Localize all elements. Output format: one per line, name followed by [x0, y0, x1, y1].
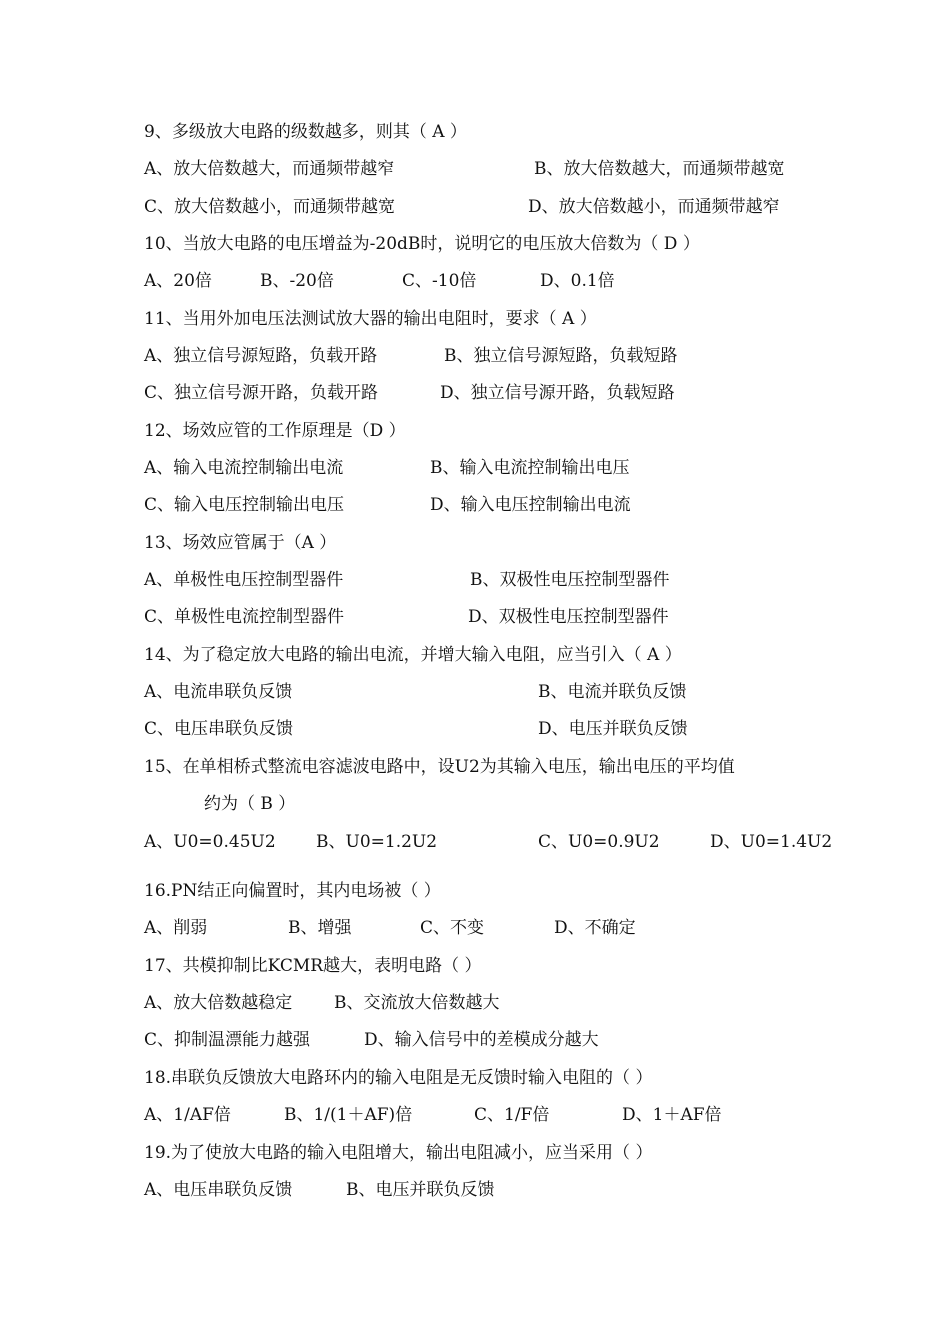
question-12: 12、场效应管的工作原理是（D ）	[144, 421, 406, 441]
q10-option-d: D、0.1倍	[540, 271, 615, 291]
q15-option-a: A、U0=0.45U2	[144, 832, 276, 852]
q13-option-b: B、双极性电压控制型器件	[470, 570, 670, 590]
question-9: 9、多级放大电路的级数越多，则其（ A ）	[144, 122, 467, 142]
q14-option-c: C、电压串联负反馈	[144, 719, 294, 739]
q14-option-d: D、电压并联负反馈	[538, 719, 688, 739]
q12-option-a: A、输入电流控制输出电流	[144, 458, 344, 478]
q18-option-c: C、1/F倍	[474, 1105, 550, 1125]
q13-option-c: C、单极性电流控制型器件	[144, 607, 345, 627]
question-16: 16.PN结正向偏置时，其内电场被（ ）	[144, 881, 441, 901]
question-18: 18.串联负反馈放大电路环内的输入电阻是无反馈时输入电阻的（ ）	[144, 1068, 653, 1088]
q16-option-a: A、削弱	[144, 918, 208, 938]
q14-option-a: A、电流串联负反馈	[144, 682, 293, 702]
q12-option-d: D、输入电压控制输出电流	[430, 495, 631, 515]
q10-option-b: B、-20倍	[260, 271, 334, 291]
q9-option-d: D、放大倍数越小，而通频带越窄	[528, 197, 780, 217]
question-13: 13、场效应管属于（A ）	[144, 533, 337, 553]
q19-option-a: A、电压串联负反馈	[144, 1180, 293, 1200]
q12-option-b: B、输入电流控制输出电压	[430, 458, 630, 478]
q18-option-d: D、1＋AF倍	[622, 1105, 722, 1125]
q11-option-b: B、独立信号源短路，负载短路	[444, 346, 678, 366]
q14-option-b: B、电流并联负反馈	[538, 682, 687, 702]
question-10: 10、当放大电路的电压增益为-20dB时，说明它的电压放大倍数为（ D ）	[144, 234, 700, 254]
q11-option-d: D、独立信号源开路，负载短路	[440, 383, 675, 403]
q16-option-d: D、不确定	[554, 918, 636, 938]
question-19: 19.为了使放大电路的输入电阻增大，输出电阻减小，应当采用（ ）	[144, 1143, 653, 1163]
question-17: 17、共模抑制比KCMR越大，表明电路（ ）	[144, 956, 482, 976]
q15-option-b: B、U0=1.2U2	[316, 832, 438, 852]
q11-option-c: C、独立信号源开路，负载开路	[144, 383, 379, 403]
q15-option-d: D、U0=1.4U2	[710, 832, 833, 852]
q11-option-a: A、独立信号源短路，负载开路	[144, 346, 378, 366]
q10-option-a: A、20倍	[144, 271, 212, 291]
question-15: 15、在单相桥式整流电容滤波电路中，设U2为其输入电压，输出电压的平均值	[144, 757, 735, 777]
question-14: 14、为了稳定放大电路的输出电流，并增大输入电阻，应当引入（ A ）	[144, 645, 682, 665]
q13-option-d: D、双极性电压控制型器件	[468, 607, 669, 627]
q18-option-a: A、1/AF倍	[144, 1105, 231, 1125]
q17-option-d: D、输入信号中的差模成分越大	[364, 1030, 599, 1050]
question-11: 11、当用外加电压法测试放大器的输出电阻时，要求（ A ）	[144, 309, 597, 329]
q10-option-c: C、-10倍	[402, 271, 477, 291]
q15-option-c: C、U0=0.9U2	[538, 832, 660, 852]
q9-option-a: A、放大倍数越大，而通频带越窄	[144, 159, 395, 179]
q12-option-c: C、输入电压控制输出电压	[144, 495, 345, 515]
q13-option-a: A、单极性电压控制型器件	[144, 570, 344, 590]
q9-option-c: C、放大倍数越小，而通频带越宽	[144, 197, 396, 217]
q16-option-c: C、不变	[420, 918, 485, 938]
q17-option-b: B、交流放大倍数越大	[334, 993, 500, 1013]
q17-option-c: C、抑制温漂能力越强	[144, 1030, 311, 1050]
q19-option-b: B、电压并联负反馈	[346, 1180, 495, 1200]
q16-option-b: B、增强	[288, 918, 352, 938]
question-15-continued: 约为（ B ）	[204, 794, 296, 814]
q9-option-b: B、放大倍数越大，而通频带越宽	[534, 159, 785, 179]
q17-option-a: A、放大倍数越稳定	[144, 993, 293, 1013]
q18-option-b: B、1/(1＋AF)倍	[284, 1105, 413, 1125]
